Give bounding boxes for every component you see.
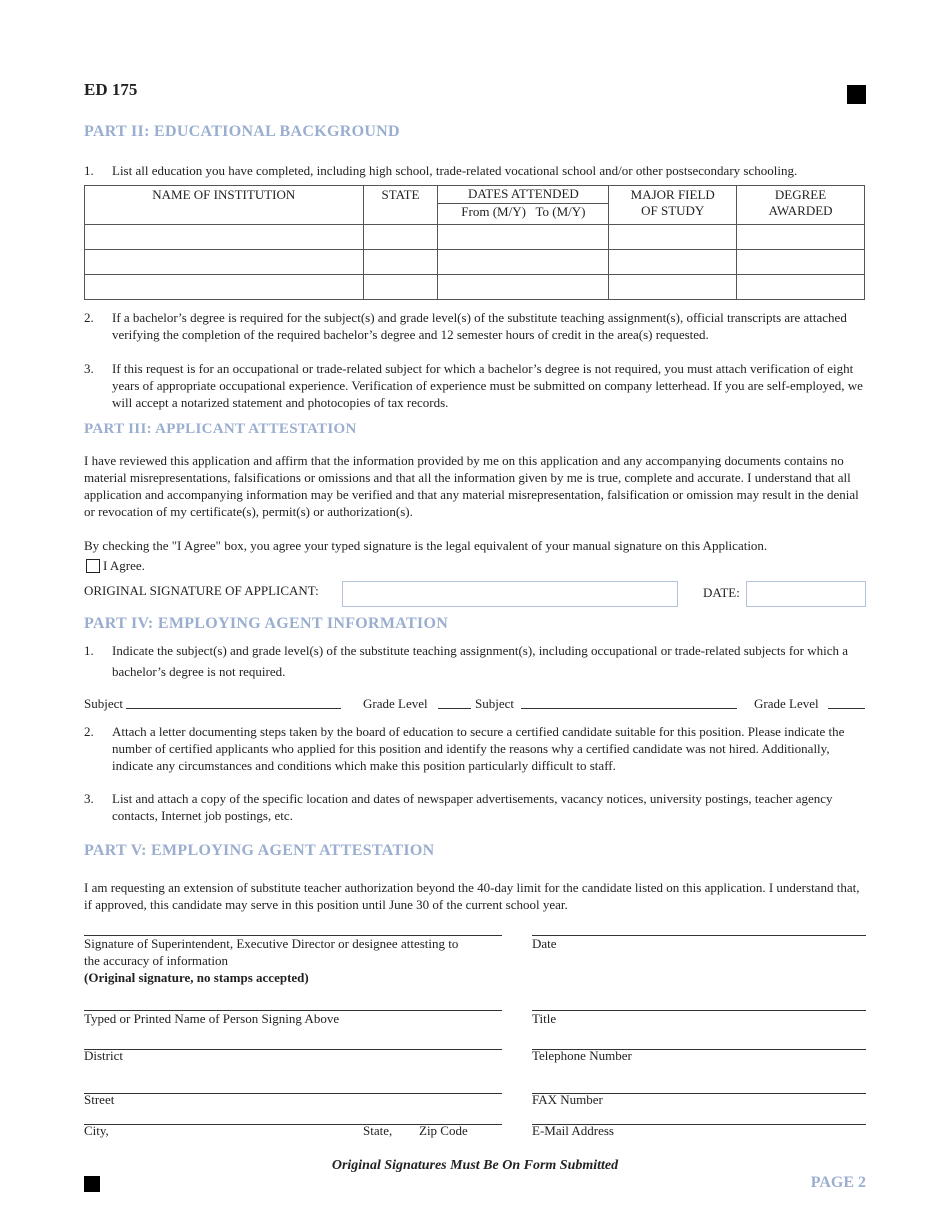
- cell-institution[interactable]: [85, 275, 364, 300]
- item-text: List and attach a copy of the specific location and dates of newspaper advertisements, vacancy notices, university postings, teacher agency contacts, Internet job postings, etc.: [112, 791, 833, 823]
- grade-line-1[interactable]: [438, 708, 471, 709]
- part2-item-2: [84, 309, 864, 343]
- item-text: If this request is for an occupational or trade-related subject for which a bachelor’s degree is not required, you must attach verification of eight years of appropriate occupational experience. Verification of experience must be submitted on company letterhead. If you are self-employed, we will accept a notarized statement and photocopies of tax records.: [112, 361, 863, 410]
- street-label: Street: [84, 1092, 115, 1107]
- fax-label: FAX Number: [532, 1092, 603, 1107]
- employer-attestation-paragraph: I am requesting an extension of substitute teacher authorization beyond the 40-day limit for the candidate listed on this application. I understand that, if approved, this candidate may serve in this position until June 30 of the current school year.: [84, 880, 860, 912]
- col-dates: [438, 186, 609, 225]
- agree-label: I Agree.: [103, 558, 145, 573]
- cell-institution[interactable]: [85, 225, 364, 250]
- item-number: 3.: [84, 361, 94, 376]
- table-row: [85, 225, 865, 250]
- table-row: [85, 250, 865, 275]
- cell-degree[interactable]: [737, 250, 865, 275]
- attestation-paragraph: I have reviewed this application and affirm that the information provided by me on this application and any accompanying documents contains no material misrepresentations, falsifications or omissions and that all the information given by me is true, complete and accurate. I understand that all application and accompanying information may be verified and that any material misrepresentation, falsification or omission may result in the denial or revocation of my certificate(s), permit(s) or authorization(s).: [84, 453, 859, 519]
- agreement-paragraph: By checking the "I Agree" box, you agree your typed signature is the legal equivalent of your manual signature on this Application.: [84, 538, 768, 553]
- city-label: City,: [84, 1123, 109, 1138]
- applicant-date-input[interactable]: [746, 581, 866, 607]
- table-row: [85, 275, 865, 300]
- cell-state[interactable]: [363, 275, 438, 300]
- col-major: MAJOR FIELD OF STUDY: [609, 186, 737, 225]
- cell-degree[interactable]: [737, 275, 865, 300]
- district-label: District: [84, 1048, 123, 1063]
- table-header-row: [85, 186, 865, 225]
- item-text: Attach a letter documenting steps taken by the board of education to secure a certified candidate suitable for this position. Please indicate the number of certified applicants who applied for this position and identify the reasons why a certified candidate was not hired. Additionally, indicate any circumstances and conditions which make this position particularly difficult to staff.: [112, 724, 845, 773]
- cell-major[interactable]: [609, 250, 737, 275]
- part2-item-1: [84, 162, 864, 179]
- cell-state[interactable]: [363, 250, 438, 275]
- subject-label-1: Subject: [84, 696, 123, 711]
- part5-heading: PART V: EMPLOYING AGENT ATTESTATION: [84, 842, 435, 859]
- part4-heading: PART IV: EMPLOYING AGENT INFORMATION: [84, 615, 449, 632]
- item-text: Indicate the subject(s) and grade level(s) of the substitute teaching assignment(s), including occupational or trade-related subjects for which a bachelor’s degree is not required.: [112, 643, 849, 679]
- item-number: 2.: [84, 310, 94, 325]
- registration-mark-bottom: [84, 1176, 100, 1192]
- part2-heading: PART II: EDUCATIONAL BACKGROUND: [84, 123, 400, 140]
- col-dates-sub: From (M/Y) To (M/Y): [461, 204, 586, 219]
- email-label: E-Mail Address: [532, 1123, 614, 1138]
- district-line[interactable]: [84, 1049, 502, 1050]
- employer-date-label: Date: [532, 936, 557, 951]
- state-label: State,: [363, 1123, 393, 1138]
- item-number: 1.: [84, 643, 94, 658]
- applicant-signature-input[interactable]: [342, 581, 678, 607]
- grade-label-1: Grade Level: [363, 696, 428, 711]
- cell-state[interactable]: [363, 225, 438, 250]
- applicant-signature-label: ORIGINAL SIGNATURE OF APPLICANT:: [84, 583, 319, 598]
- cell-dates[interactable]: [438, 275, 609, 300]
- form-id: ED 175: [84, 80, 138, 99]
- subject-line-1[interactable]: [126, 708, 341, 709]
- part4-item-1: [84, 640, 864, 682]
- cell-dates[interactable]: [438, 250, 609, 275]
- col-institution: NAME OF INSTITUTION: [85, 186, 364, 225]
- cell-institution[interactable]: [85, 250, 364, 275]
- subject-line-2[interactable]: [521, 708, 737, 709]
- page-number: PAGE 2: [810, 1174, 866, 1191]
- title-line[interactable]: [532, 1010, 866, 1011]
- cell-major[interactable]: [609, 275, 737, 300]
- registration-mark-top: [847, 85, 866, 104]
- part3-heading: PART III: APPLICANT ATTESTATION: [84, 421, 357, 437]
- part2-item-3: [84, 360, 864, 411]
- col-dates-title: DATES ATTENDED: [438, 186, 608, 204]
- applicant-date-label: DATE:: [703, 585, 740, 600]
- item-text: If a bachelor’s degree is required for the subject(s) and grade level(s) of the substitute teaching assignment(s), official transcripts are attached verifying the completion of the required bachelor’s degree and 12 semester hours of credit in the area(s) requested.: [112, 310, 847, 342]
- phone-label: Telephone Number: [532, 1048, 632, 1063]
- grade-line-2[interactable]: [828, 708, 865, 709]
- grade-label-2: Grade Level: [754, 696, 819, 711]
- col-degree: DEGREE AWARDED: [737, 186, 865, 225]
- cell-major[interactable]: [609, 225, 737, 250]
- title-label: Title: [532, 1011, 557, 1026]
- zip-label: Zip Code: [419, 1123, 468, 1138]
- education-table: [84, 185, 865, 300]
- item-number: 2.: [84, 724, 94, 739]
- item-text: List all education you have completed, including high school, trade-related vocational school and/or other postsecondary schooling.: [112, 163, 798, 178]
- footer-note: Original Signatures Must Be On Form Submitted: [331, 1158, 619, 1173]
- subject-label-2: Subject: [475, 696, 514, 711]
- part4-item-3: [84, 790, 864, 824]
- superintendent-signature-label: Signature of Superintendent, Executive Director or designee attesting to the accuracy of information (Original signature, no stamps accepted): [84, 936, 459, 985]
- cell-degree[interactable]: [737, 225, 865, 250]
- employer-date-line[interactable]: [532, 935, 866, 936]
- part4-item-2: [84, 723, 864, 774]
- item-number: 1.: [84, 163, 94, 178]
- item-number: 3.: [84, 791, 94, 806]
- cell-dates[interactable]: [438, 225, 609, 250]
- typed-name-label: Typed or Printed Name of Person Signing Above: [84, 1011, 340, 1026]
- street-line[interactable]: [84, 1093, 502, 1094]
- col-state: STATE: [363, 186, 438, 225]
- agree-checkbox[interactable]: [86, 559, 100, 573]
